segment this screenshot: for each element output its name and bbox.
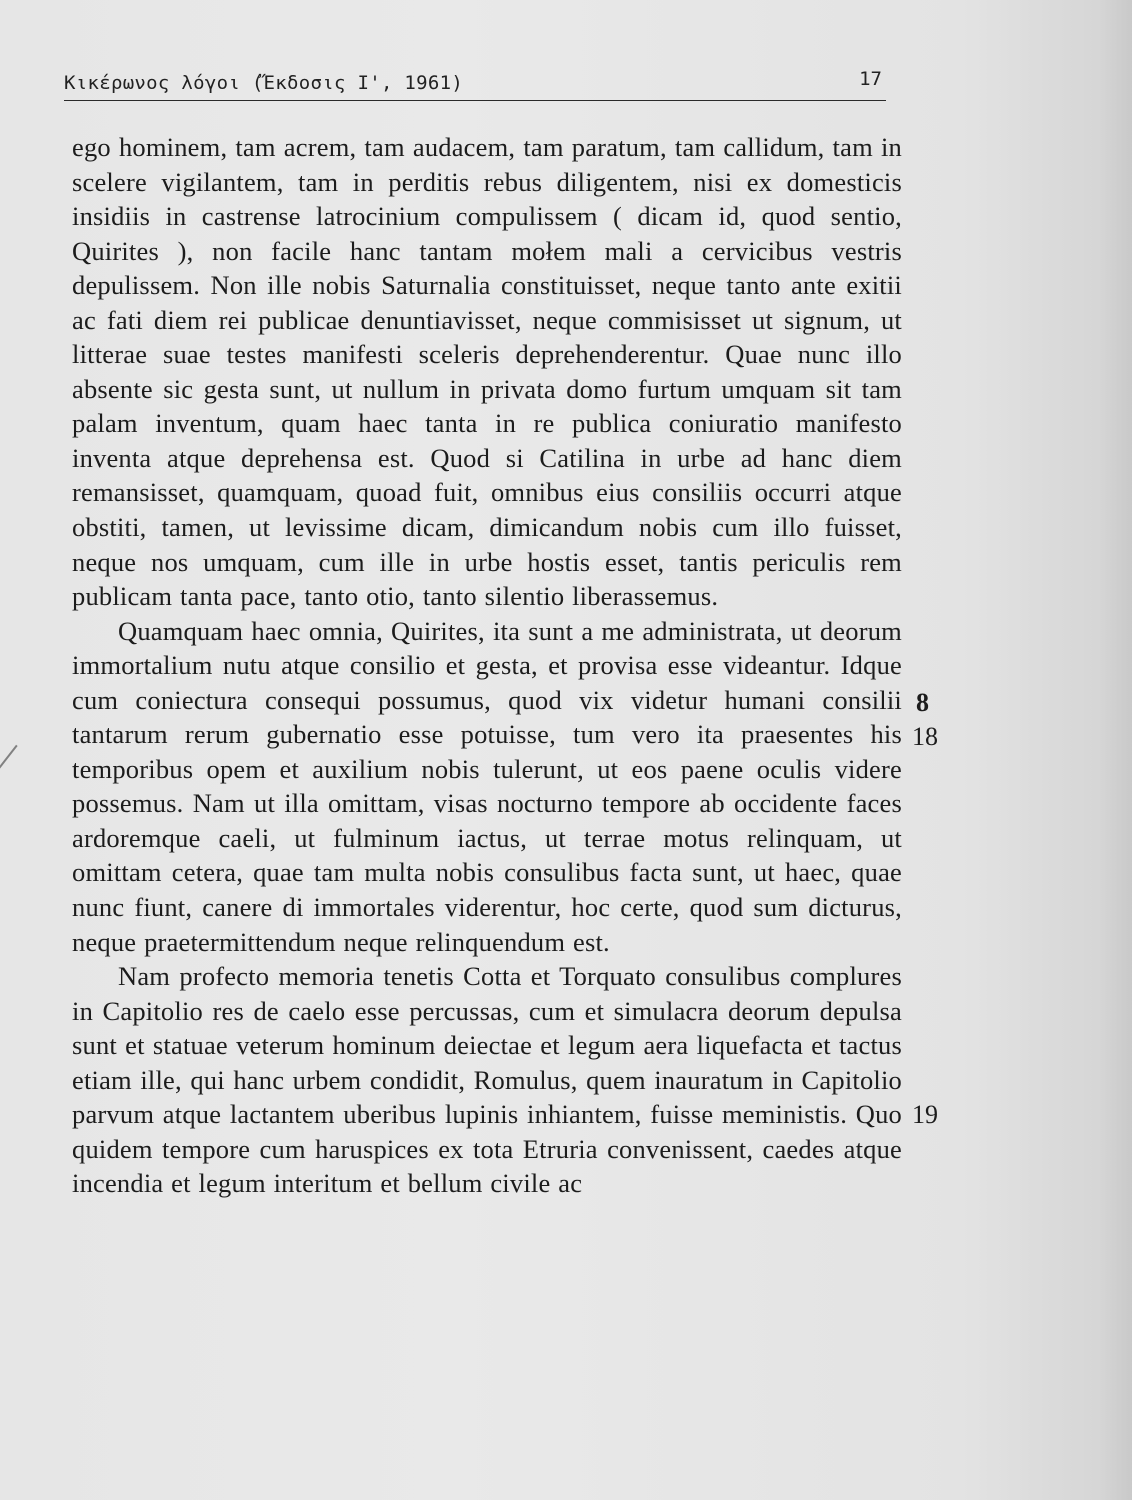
paragraph-1: ego hominem, tam acrem, tam audacem, tam paratum, tam callidum, tam in scelere vigilantem, tam in perditis rebus diligentem, nisi ex domesticis insidiis in castrense latrocinium compulissem ( dicam id, quod sentio, Quirites ), non facile hanc tantam mołem mali a cervicibus vestris depulissem. Non ille nobis Saturnalia constituisset, neque tanto ante exitii ac fati diem rei publicae denuntiavisset, neque commisisset ut signum, ut litterae suae testes manifesti sceleris deprehenderentur. Quae nunc illo absente sic gesta sunt, ut nullum in privata domo furtum umquam sit tam palam inventum, quam haec tanta in re publica coniuratio manifesto inventa atque deprehensa est. Quod si Catilina in urbe ad hanc diem remansisset, quamquam, quoad fuit, omnibus eius consiliis occurri atque obstiti, tamen, ut levissime dicam, dimicandum nobis cum illo fuisset, neque nos umquam, cum ille in urbe hostis esset, tantis periculis rem publicam tanta pace, tanto otio, tanto silentio liberassemus. [72, 132, 902, 612]
paragraph-2: Quamquam haec omnia, Quirites, ita sunt a me administrata, ut deorum immortalium nutu atque consilio et gesta, et provisa esse videantur. Idque cum coniectura consequi possumus, quod vix videtur humani consilii tantarum rerum gubernatio esse potuisse, tum vero ita praesentes his temporibus opem et auxilium nobis tulerunt, ut eos paene oculis videre possemus. Nam ut illa omittam, visas nocturno tempore ab occidente faces ardoremque caeli, ut fulminum iactus, ut terrae motus relinquam, ut omittam cetera, quae tam multa nobis consulibus facta sunt, ut haec, quae nunc fiunt, canere di immortales viderentur, hoc certe, quod sum dicturus, neque praetermittendum neque relinquendum est. [72, 615, 902, 957]
stray-pen-mark [0, 745, 18, 771]
margin-paragraph-number-18: 18 [912, 722, 938, 751]
margin-paragraph-number-19: 19 [912, 1100, 938, 1129]
page-header [64, 68, 886, 101]
body-text [72, 130, 902, 1201]
page-number: 17 [859, 68, 882, 90]
margin-section-number: 8 [916, 688, 929, 717]
paragraph-3: Nam profecto memoria tenetis Cotta et Torquato consulibus complures in Capitolio res de caelo esse percussas, cum et simulacra deorum depulsa sunt et statuae veterum hominum deiectae et legum aera liquefacta et tactus etiam ille, qui hanc urbem condidit, Romulus, quem inauratum in Capitolio parvum atque lactantem uberibus lupinis inhiantem, fuisse meministis. Quo quidem tempore cum haruspices ex tota Etruria convenissent, caedes atque incendia et legum interitum et bellum civile ac [72, 961, 902, 1199]
running-title: Κικέρωνος λόγοι (Ἔκδοσις Ι', 1961) [64, 72, 464, 94]
